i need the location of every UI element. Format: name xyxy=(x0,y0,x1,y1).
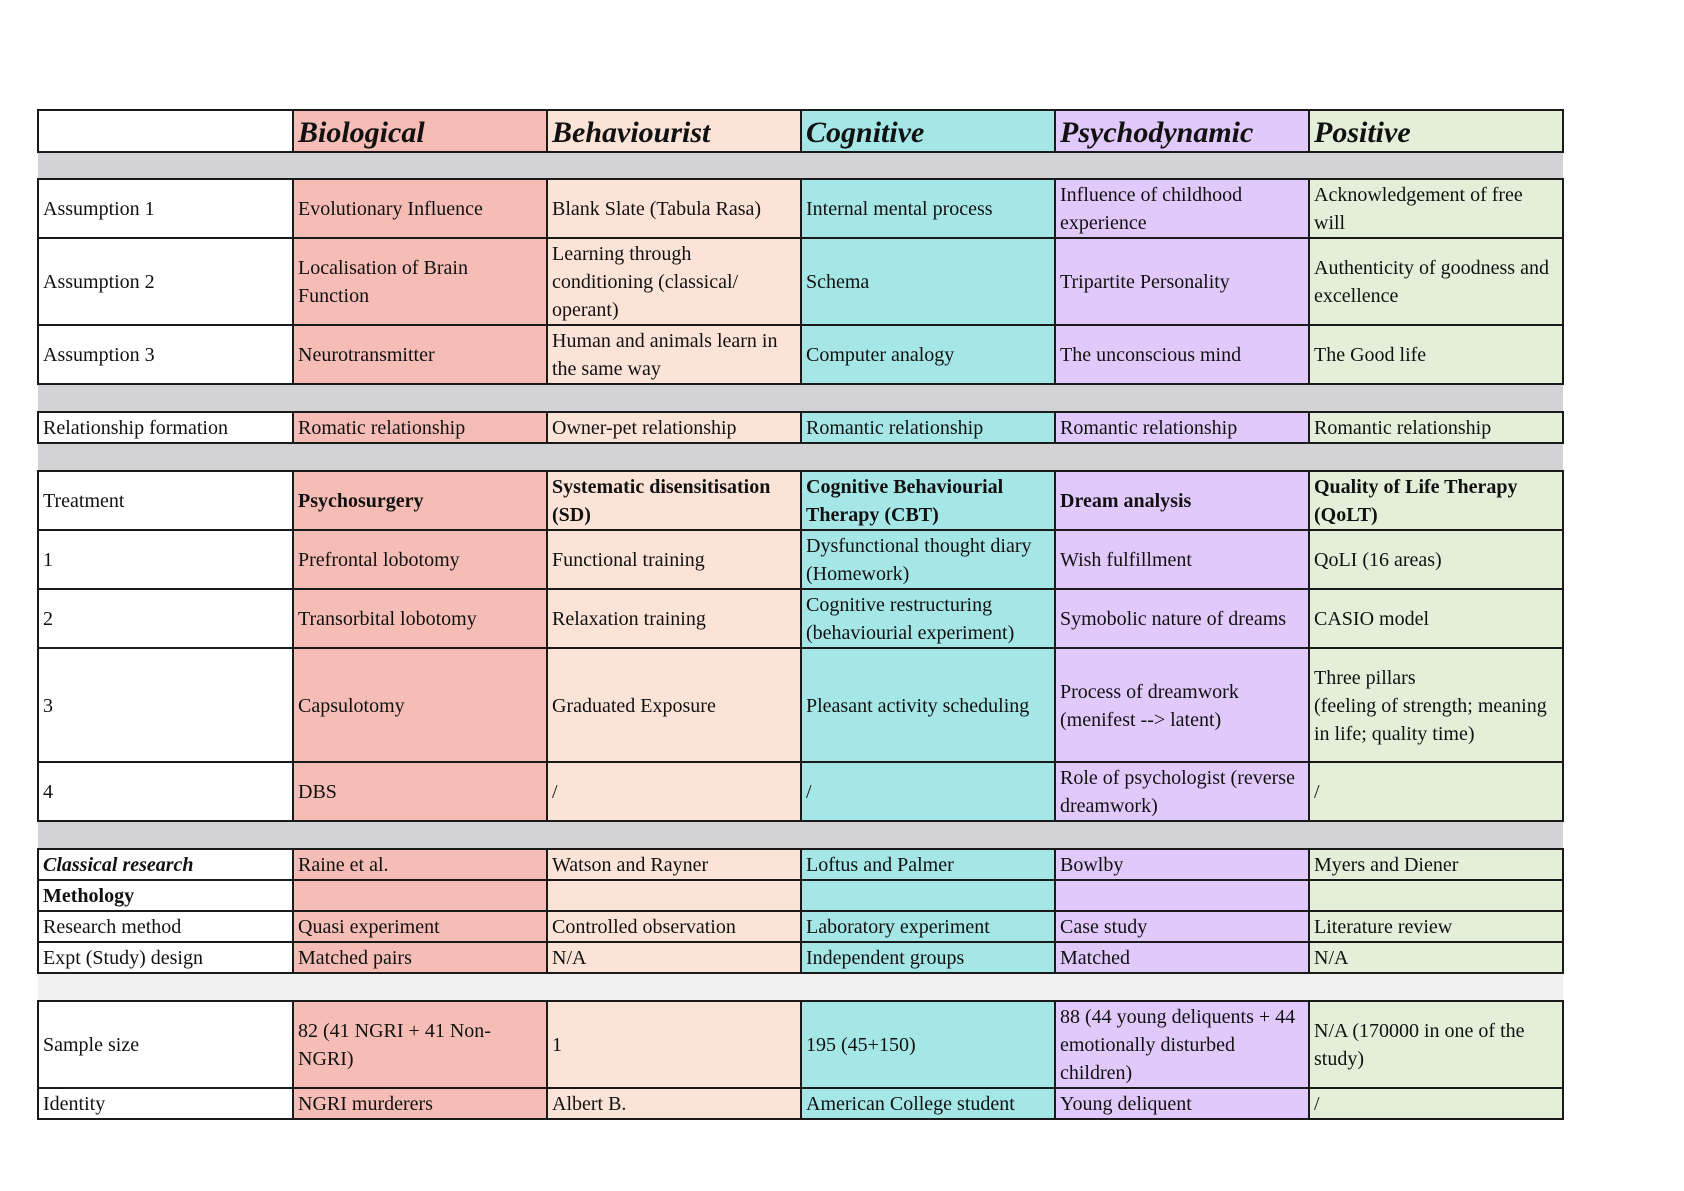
cell-biological: Romatic relationship xyxy=(293,412,547,443)
row-label: Research method xyxy=(38,911,293,942)
cell-behaviourist: Owner-pet relationship xyxy=(547,412,801,443)
header-cognitive: Cognitive xyxy=(801,110,1055,152)
cell-psychodynamic: Symobolic nature of dreams xyxy=(1055,589,1309,648)
cell-cognitive: Internal mental process xyxy=(801,179,1055,238)
row-label: Assumption 1 xyxy=(38,179,293,238)
cell-biological: NGRI murderers xyxy=(293,1088,547,1119)
table-row xyxy=(38,849,1563,880)
cell-psychodynamic: Bowlby xyxy=(1055,849,1309,880)
row-label: Relationship formation xyxy=(38,412,293,443)
cell-positive: CASIO model xyxy=(1309,589,1563,648)
cell-biological xyxy=(293,880,547,911)
cell-positive: Literature review xyxy=(1309,911,1563,942)
table-row xyxy=(38,1001,1563,1088)
table-row xyxy=(38,1088,1563,1119)
cell-positive: / xyxy=(1309,762,1563,821)
cell-cognitive xyxy=(801,880,1055,911)
cell-positive: Three pillars (feeling of strength; meaning in life; quality time) xyxy=(1309,648,1563,762)
cell-biological: Transorbital lobotomy xyxy=(293,589,547,648)
cell-positive: / xyxy=(1309,1088,1563,1119)
header-blank-cell xyxy=(38,110,293,152)
cell-biological: Capsulotomy xyxy=(293,648,547,762)
cell-behaviourist: 1 xyxy=(547,1001,801,1088)
row-label: 1 xyxy=(38,530,293,589)
cell-behaviourist: Relaxation training xyxy=(547,589,801,648)
table-row xyxy=(38,179,1563,238)
cell-positive: Myers and Diener xyxy=(1309,849,1563,880)
cell-cognitive: Cognitive Behaviourial Therapy (CBT) xyxy=(801,471,1055,530)
header-positive: Positive xyxy=(1309,110,1563,152)
row-label: Assumption 2 xyxy=(38,238,293,325)
cell-positive: N/A (170000 in one of the study) xyxy=(1309,1001,1563,1088)
cell-psychodynamic: The unconscious mind xyxy=(1055,325,1309,384)
cell-behaviourist: Learning through conditioning (classical/ operant) xyxy=(547,238,801,325)
cell-cognitive: Schema xyxy=(801,238,1055,325)
cell-positive: Quality of Life Therapy (QoLT) xyxy=(1309,471,1563,530)
table-row xyxy=(38,412,1563,443)
row-label: Identity xyxy=(38,1088,293,1119)
cell-biological: DBS xyxy=(293,762,547,821)
cell-positive xyxy=(1309,880,1563,911)
cell-psychodynamic: Influence of childhood experience xyxy=(1055,179,1309,238)
cell-psychodynamic xyxy=(1055,880,1309,911)
table-row xyxy=(38,648,1563,762)
table-row xyxy=(38,880,1563,911)
cell-behaviourist: Functional training xyxy=(547,530,801,589)
row-label: Sample size xyxy=(38,1001,293,1088)
cell-psychodynamic: 88 (44 young deliquents + 44 emotionally disturbed children) xyxy=(1055,1001,1309,1088)
row-label: 2 xyxy=(38,589,293,648)
cell-positive: Acknowledgement of free will xyxy=(1309,179,1563,238)
row-label: Treatment xyxy=(38,471,293,530)
cell-cognitive: Independent groups xyxy=(801,942,1055,973)
separator-row xyxy=(38,821,1563,849)
cell-positive: The Good life xyxy=(1309,325,1563,384)
row-label: Expt (Study) design xyxy=(38,942,293,973)
cell-cognitive: Dysfunctional thought diary (Homework) xyxy=(801,530,1055,589)
table-row xyxy=(38,589,1563,648)
table-row xyxy=(38,911,1563,942)
table-row xyxy=(38,530,1563,589)
cell-behaviourist: Systematic disensitisation (SD) xyxy=(547,471,801,530)
cell-psychodynamic: Process of dreamwork (menifest --> latent) xyxy=(1055,648,1309,762)
table-row xyxy=(38,762,1563,821)
row-label: Classical research xyxy=(38,849,293,880)
cell-psychodynamic: Romantic relationship xyxy=(1055,412,1309,443)
cell-psychodynamic: Matched xyxy=(1055,942,1309,973)
cell-behaviourist: N/A xyxy=(547,942,801,973)
cell-biological: Psychosurgery xyxy=(293,471,547,530)
cell-psychodynamic: Tripartite Personality xyxy=(1055,238,1309,325)
cell-behaviourist xyxy=(547,880,801,911)
cell-psychodynamic: Role of psychologist (reverse dreamwork) xyxy=(1055,762,1309,821)
cell-biological: Quasi experiment xyxy=(293,911,547,942)
cell-behaviourist: Watson and Rayner xyxy=(547,849,801,880)
row-label: Assumption 3 xyxy=(38,325,293,384)
cell-biological: Matched pairs xyxy=(293,942,547,973)
cell-cognitive: Romantic relationship xyxy=(801,412,1055,443)
cell-biological: Neurotransmitter xyxy=(293,325,547,384)
cell-positive: QoLI (16 areas) xyxy=(1309,530,1563,589)
cell-cognitive: Cognitive restructuring (behaviourial experiment) xyxy=(801,589,1055,648)
cell-psychodynamic: Case study xyxy=(1055,911,1309,942)
separator-row xyxy=(38,973,1563,1001)
header-behaviourist: Behaviourist xyxy=(547,110,801,152)
separator-row xyxy=(38,443,1563,471)
row-label: 4 xyxy=(38,762,293,821)
separator-row xyxy=(38,152,1563,179)
header-psychodynamic: Psychodynamic xyxy=(1055,110,1309,152)
cell-biological: Localisation of Brain Function xyxy=(293,238,547,325)
cell-biological: Prefrontal lobotomy xyxy=(293,530,547,589)
cell-positive: Romantic relationship xyxy=(1309,412,1563,443)
cell-biological: 82 (41 NGRI + 41 Non-NGRI) xyxy=(293,1001,547,1088)
table-row xyxy=(38,238,1563,325)
cell-cognitive: American College student xyxy=(801,1088,1055,1119)
cell-behaviourist: Human and animals learn in the same way xyxy=(547,325,801,384)
cell-cognitive: Computer analogy xyxy=(801,325,1055,384)
separator-row xyxy=(38,384,1563,412)
table-row xyxy=(38,325,1563,384)
cell-behaviourist: / xyxy=(547,762,801,821)
cell-cognitive: Laboratory experiment xyxy=(801,911,1055,942)
cell-behaviourist: Blank Slate (Tabula Rasa) xyxy=(547,179,801,238)
cell-psychodynamic: Dream analysis xyxy=(1055,471,1309,530)
cell-positive: N/A xyxy=(1309,942,1563,973)
cell-biological: Raine et al. xyxy=(293,849,547,880)
cell-behaviourist: Albert B. xyxy=(547,1088,801,1119)
cell-psychodynamic: Young deliquent xyxy=(1055,1088,1309,1119)
cell-cognitive: / xyxy=(801,762,1055,821)
cell-cognitive: Loftus and Palmer xyxy=(801,849,1055,880)
cell-biological: Evolutionary Influence xyxy=(293,179,547,238)
cell-behaviourist: Controlled observation xyxy=(547,911,801,942)
cell-positive: Authenticity of goodness and excellence xyxy=(1309,238,1563,325)
table-row xyxy=(38,942,1563,973)
row-label: 3 xyxy=(38,648,293,762)
row-label: Methology xyxy=(38,880,293,911)
cell-psychodynamic: Wish fulfillment xyxy=(1055,530,1309,589)
cell-cognitive: 195 (45+150) xyxy=(801,1001,1055,1088)
header-biological: Biological xyxy=(293,110,547,152)
cell-cognitive: Pleasant activity scheduling xyxy=(801,648,1055,762)
comparison-table xyxy=(37,109,1564,1120)
table-row xyxy=(38,471,1563,530)
header-row xyxy=(38,110,1563,152)
cell-behaviourist: Graduated Exposure xyxy=(547,648,801,762)
